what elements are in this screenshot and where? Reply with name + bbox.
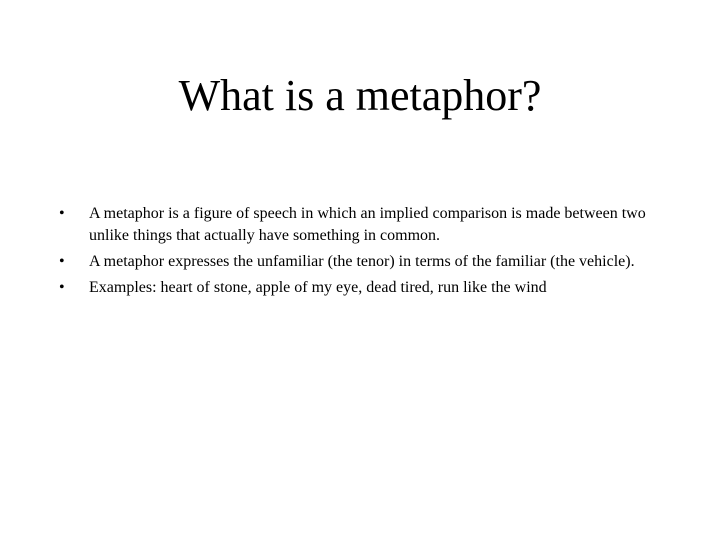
slide-title: What is a metaphor? <box>178 71 542 120</box>
bullet-text: A metaphor expresses the unfamiliar (the tenor) in terms of the familiar (the vehicle). <box>89 253 635 270</box>
bullet-icon: • <box>59 205 65 222</box>
bullet-list <box>54 203 670 303</box>
bullet-text: A metaphor is a figure of speech in which an implied comparison is made between two unlike things that actually have something in common. <box>89 205 646 244</box>
bullet-icon: • <box>59 253 65 270</box>
bullet-text: Examples: heart of stone, apple of my eye, dead tired, run like the wind <box>89 279 547 296</box>
bullet-item-tenor-vehicle <box>54 251 670 273</box>
bullet-item-examples <box>54 277 670 299</box>
bullet-item-definition <box>54 203 670 247</box>
bullet-icon: • <box>59 279 65 296</box>
